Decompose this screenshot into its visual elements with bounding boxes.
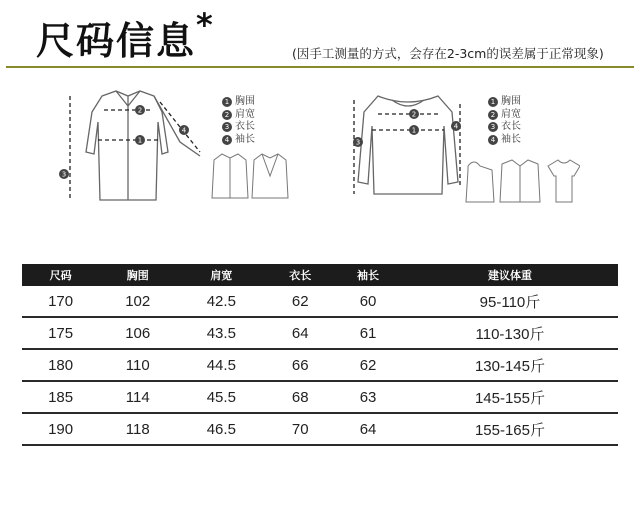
svg-text:4: 4 [453,122,459,131]
cell-size: 175 [22,317,99,349]
cell-sleeve: 61 [334,317,402,349]
header-shoulder: 肩宽 [176,264,266,286]
title-text: 尺码信息 [36,19,197,63]
cell-size: 190 [22,413,99,445]
header-sleeve: 袖长 [334,264,402,286]
cell-length: 66 [266,349,334,381]
legend-item: 2 肩宽 [222,109,255,122]
cell-sleeve: 64 [334,413,402,445]
table-row [22,413,618,445]
header-chest: 胸围 [99,264,176,286]
cell-sleeve: 60 [334,286,402,317]
header-weight: 建议体重 [402,264,618,286]
svg-text:4: 4 [181,126,187,135]
table-row [22,381,618,413]
cell-length: 70 [266,413,334,445]
cell-length: 68 [266,381,334,413]
cell-weight: 130-145斤 [402,349,618,381]
title-asterisk: * [196,6,215,44]
table-row [22,317,618,349]
cell-chest: 114 [99,381,176,413]
cell-weight: 110-130斤 [402,317,618,349]
measurement-note: (因手工测量的方式，会存在2-3cm的误差属于正常现象) [292,46,604,61]
jacket-icons [208,150,292,204]
cell-length: 62 [266,286,334,317]
svg-text:1: 1 [137,136,143,145]
cell-weight: 145-155斤 [402,381,618,413]
header-size: 尺码 [22,264,99,286]
cell-chest: 106 [99,317,176,349]
page-title [36,6,215,65]
table-row [22,349,618,381]
legend-item: 4 袖长 [488,134,521,147]
legend-item: 3 衣长 [222,121,255,134]
svg-text:3: 3 [61,170,67,179]
table-header-row [22,264,618,286]
cell-chest: 110 [99,349,176,381]
table-row [22,286,618,317]
size-table [22,264,618,446]
cell-shoulder: 43.5 [176,317,266,349]
cell-chest: 118 [99,413,176,445]
cell-size: 170 [22,286,99,317]
legend-item: 4 袖长 [222,134,255,147]
cell-sleeve: 63 [334,381,402,413]
cell-size: 185 [22,381,99,413]
legend-item: 2 肩宽 [488,109,521,122]
cell-shoulder: 42.5 [176,286,266,317]
shirt-legend [222,96,255,146]
svg-text:3: 3 [355,138,361,147]
cell-shoulder: 46.5 [176,413,266,445]
cell-weight: 155-165斤 [402,413,618,445]
header-divider [6,66,634,68]
legend-item: 1 胸围 [488,96,521,109]
cell-shoulder: 45.5 [176,381,266,413]
svg-text:2: 2 [137,106,143,115]
sweater-measurement-diagram [348,82,468,207]
svg-text:2: 2 [411,110,417,119]
sweater-icons [462,156,580,208]
legend-item: 1 胸围 [222,96,255,109]
cell-size: 180 [22,349,99,381]
cell-weight: 95-110斤 [402,286,618,317]
legend-item: 3 衣长 [488,121,521,134]
shirt-measurement-diagram [50,82,210,207]
cell-sleeve: 62 [334,349,402,381]
header-length: 衣长 [266,264,334,286]
cell-chest: 102 [99,286,176,317]
cell-shoulder: 44.5 [176,349,266,381]
sweater-legend [488,96,521,146]
cell-length: 64 [266,317,334,349]
svg-text:1: 1 [411,126,417,135]
